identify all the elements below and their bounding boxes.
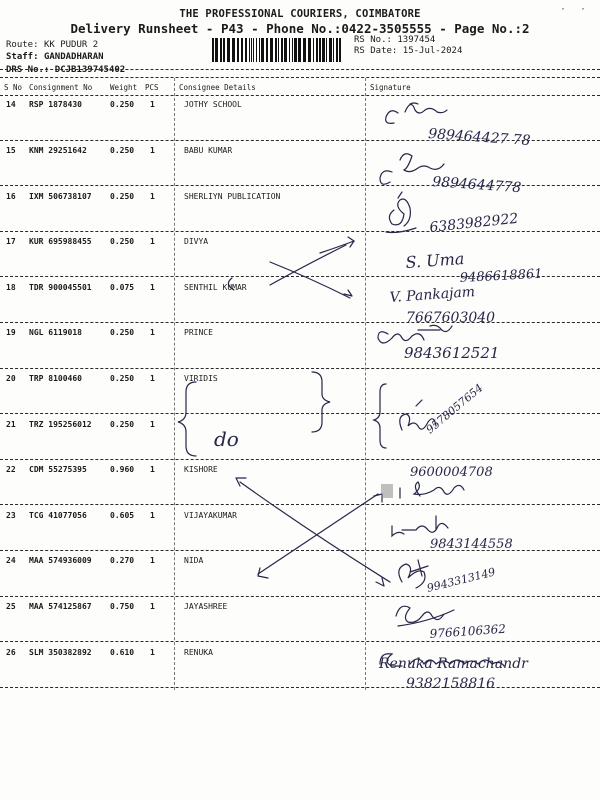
row-consignment-no: TDR 900045501 bbox=[29, 282, 92, 292]
row-sno: 22 bbox=[6, 465, 16, 475]
barcode-bar bbox=[316, 38, 318, 62]
row-pcs: 1 bbox=[150, 647, 155, 657]
column-separator-signature bbox=[365, 78, 366, 690]
phone-row-15: 9894644778 bbox=[431, 174, 522, 197]
row-sno: 15 bbox=[6, 146, 16, 155]
row-consignee: RENUKA bbox=[184, 647, 213, 657]
col-sno: S No bbox=[4, 83, 23, 92]
barcode-bar bbox=[284, 38, 287, 62]
col-consignment: Consignment No bbox=[29, 83, 93, 92]
name-row-17: S. Uma bbox=[404, 248, 465, 272]
phone-row-24: 9943313149 bbox=[425, 565, 497, 595]
col-signature: Signature bbox=[370, 83, 411, 92]
row-consignment-no: NGL 6119018 bbox=[29, 328, 82, 338]
barcode-bar bbox=[259, 38, 260, 62]
barcode-bar bbox=[251, 38, 252, 62]
row-divider bbox=[0, 641, 600, 642]
row-consignee: BABU KUMAR bbox=[184, 146, 233, 155]
cross-mark-22-24 bbox=[240, 482, 390, 582]
header-divider-top bbox=[0, 69, 600, 70]
handwritten-numbers bbox=[214, 126, 543, 692]
barcode-bar bbox=[237, 38, 239, 62]
signature-row-15 bbox=[380, 154, 444, 185]
row-consignment-no: KUR 695988455 bbox=[29, 237, 92, 247]
column-separator-consignee bbox=[174, 78, 175, 690]
signature-row-24 bbox=[399, 560, 428, 588]
signature-row-21 bbox=[400, 400, 436, 430]
route-line bbox=[6, 40, 98, 50]
row-weight: 0.270 bbox=[110, 556, 135, 566]
barcode-bar bbox=[212, 38, 214, 62]
signature-row-14 bbox=[386, 103, 447, 123]
row-pcs: 1 bbox=[150, 510, 155, 520]
signature-row-19 bbox=[378, 325, 452, 343]
barcode-bar bbox=[298, 38, 301, 62]
barcode-bar bbox=[245, 38, 247, 62]
row-pcs: 1 bbox=[150, 328, 155, 338]
ditto-mark: do bbox=[214, 427, 239, 451]
row-consignment-no: KNM 29251642 bbox=[29, 146, 87, 155]
rs-date-label: RS Date: bbox=[354, 46, 398, 56]
barcode-bar bbox=[322, 38, 325, 62]
barcode-bar bbox=[313, 38, 314, 62]
staff-line bbox=[6, 52, 104, 62]
row-pcs: 1 bbox=[150, 237, 155, 247]
barcode-bar bbox=[275, 38, 277, 62]
barcode-bar bbox=[329, 38, 332, 62]
row-weight: 0.610 bbox=[110, 647, 135, 657]
row-sno: 20 bbox=[6, 374, 16, 383]
phone-row-14: 989464427 78 bbox=[427, 126, 532, 150]
staff-value: GANDADHARAN bbox=[43, 52, 104, 62]
row-weight: 0.250 bbox=[110, 146, 135, 155]
barcode-bar bbox=[253, 38, 254, 62]
row-pcs: 1 bbox=[150, 465, 155, 475]
barcode-bar bbox=[215, 38, 218, 62]
row-pcs: 1 bbox=[150, 419, 155, 429]
phone-row-21: 9578057654 bbox=[423, 381, 486, 437]
barcode-bar bbox=[249, 38, 250, 62]
drs-value: DCJB139745402 bbox=[54, 65, 126, 75]
row-consignee: VIJAYAKUMAR bbox=[184, 510, 237, 520]
phone-row-19: 9843612521 bbox=[404, 344, 500, 362]
arrow-row-22 bbox=[236, 478, 246, 486]
cross-mark-17-18 bbox=[270, 245, 350, 298]
signature-row-25 bbox=[396, 606, 454, 626]
phone-row-23: 9843144558 bbox=[430, 537, 513, 552]
barcode-bar bbox=[281, 38, 283, 62]
row-consignment-no: RSP 1878430 bbox=[29, 100, 82, 110]
barcode-image bbox=[212, 38, 342, 62]
row-pcs: 1 bbox=[150, 282, 155, 292]
rs-date-value: 15-Jul-2024 bbox=[402, 46, 463, 56]
row-weight: 0.960 bbox=[110, 465, 135, 475]
phone-row-16: 6383982922 bbox=[428, 210, 520, 236]
row-pcs: 1 bbox=[150, 100, 155, 110]
barcode-bar bbox=[326, 38, 327, 62]
row-divider bbox=[0, 687, 600, 688]
row-pcs: 1 bbox=[150, 556, 155, 566]
drs-label: DRS No.: bbox=[6, 65, 50, 75]
barcode-bar bbox=[241, 38, 243, 62]
page-corner-mark: · · bbox=[560, 4, 591, 15]
row-consignment-no: CDM 55275395 bbox=[29, 465, 87, 475]
row-pcs: 1 bbox=[150, 191, 155, 201]
row-consignment-no: MAA 574125867 bbox=[29, 602, 92, 611]
barcode-bar bbox=[336, 38, 338, 62]
barcode-bar bbox=[319, 38, 321, 62]
row-consignment-no: TCG 41077056 bbox=[29, 510, 87, 520]
name-row-26: Renuka Ramachandr bbox=[379, 656, 528, 672]
barcode-bar bbox=[220, 38, 222, 62]
route-value: KK PUDUR 2 bbox=[43, 40, 99, 50]
arrow-row-17 bbox=[320, 237, 354, 253]
row-consignment-no: MAA 574936009 bbox=[29, 556, 92, 566]
row-divider bbox=[0, 596, 600, 597]
barcode-bar bbox=[289, 38, 290, 62]
row-weight: 0.250 bbox=[110, 374, 135, 383]
row-divider bbox=[0, 459, 600, 460]
row-consignment-no: IXM 506738107 bbox=[29, 191, 92, 201]
rs-no-value: 1397454 bbox=[397, 35, 436, 45]
smudge-row-22 bbox=[381, 484, 393, 498]
row-divider bbox=[0, 504, 600, 505]
row-divider bbox=[0, 550, 600, 551]
row-weight: 0.250 bbox=[110, 237, 135, 247]
header-divider bbox=[0, 77, 600, 78]
signature-row-16 bbox=[386, 192, 416, 233]
row-weight: 0.750 bbox=[110, 602, 135, 611]
row-consignment-no: TRZ 195256012 bbox=[29, 419, 92, 429]
row-divider bbox=[0, 185, 600, 186]
barcode-bar bbox=[339, 38, 341, 62]
company-title: THE PROFESSIONAL COURIERS, COIMBATORE bbox=[179, 8, 421, 20]
row-divider bbox=[0, 322, 600, 323]
row-consignee: JAYASHREE bbox=[184, 602, 228, 611]
staff-label: Staff: bbox=[6, 52, 39, 62]
brace-right-rows-20-21 bbox=[312, 372, 330, 432]
row-weight: 0.075 bbox=[110, 282, 135, 292]
row-sno: 18 bbox=[6, 282, 16, 292]
signature-row-26 bbox=[380, 654, 504, 666]
column-header-divider bbox=[0, 95, 600, 96]
barcode-bar bbox=[261, 38, 264, 62]
barcode-bar bbox=[333, 38, 334, 62]
barcode-bar bbox=[232, 38, 235, 62]
row-sno: 24 bbox=[6, 556, 16, 566]
row-consignee: JOTHY SCHOOL bbox=[184, 100, 242, 110]
row-consignment-no: TRP 8100460 bbox=[29, 374, 82, 383]
row-divider bbox=[0, 413, 600, 414]
row-sno: 25 bbox=[6, 602, 16, 611]
row-pcs: 1 bbox=[150, 602, 155, 611]
brace-rows-20-21 bbox=[178, 382, 196, 456]
barcode-bar bbox=[294, 38, 297, 62]
row-consignee: PRINCE bbox=[184, 328, 213, 338]
rs-no-line bbox=[354, 35, 435, 45]
row-sno: 23 bbox=[6, 510, 16, 520]
phone-row-25: 9766106362 bbox=[429, 621, 507, 641]
col-pcs: PCS bbox=[145, 83, 159, 92]
row-sno: 26 bbox=[6, 647, 16, 657]
row-consignee: DIVYA bbox=[184, 237, 209, 247]
col-consignee: Consignee Details bbox=[179, 83, 256, 92]
signature-row-22 bbox=[400, 482, 464, 498]
rs-date-line bbox=[354, 46, 462, 56]
barcode-bar bbox=[278, 38, 279, 62]
phone-row-18: 7667603040 bbox=[406, 310, 496, 326]
barcode-bar bbox=[256, 38, 257, 62]
barcode-bar bbox=[303, 38, 306, 62]
row-sno: 14 bbox=[6, 100, 16, 110]
row-weight: 0.250 bbox=[110, 100, 135, 110]
row-weight: 0.250 bbox=[110, 191, 135, 201]
row-weight: 0.605 bbox=[110, 510, 135, 520]
row-pcs: 1 bbox=[150, 146, 155, 155]
row-consignment-no: SLM 350382892 bbox=[29, 647, 92, 657]
row-sno: 17 bbox=[6, 237, 16, 247]
row-consignee: VIRIDIS bbox=[184, 374, 218, 383]
row-consignee: SHERLIYN PUBLICATION bbox=[184, 191, 281, 201]
col-weight: Weight bbox=[110, 83, 138, 92]
drs-line bbox=[6, 65, 125, 75]
row-divider bbox=[0, 368, 600, 369]
row-divider bbox=[0, 231, 600, 232]
row-weight: 0.250 bbox=[110, 419, 135, 429]
row-consignee: SENTHIL KUMAR bbox=[184, 282, 247, 292]
barcode-bar bbox=[223, 38, 225, 62]
brace-signature-col bbox=[374, 384, 386, 448]
runsheet-subtitle: Delivery Runsheet - P43 - Phone No.:0422-3505555 - Page No.:2 bbox=[70, 21, 530, 36]
row-pcs: 1 bbox=[150, 374, 155, 383]
name-row-18: V. Pankajam bbox=[389, 284, 476, 306]
signature-row-23 bbox=[392, 516, 448, 536]
barcode-bar bbox=[266, 38, 268, 62]
phone-row-17: 9486618861 bbox=[459, 266, 543, 286]
barcode-bar bbox=[292, 38, 293, 62]
row-consignee: NIDA bbox=[184, 556, 204, 566]
row-weight: 0.250 bbox=[110, 328, 135, 338]
row-sno: 16 bbox=[6, 191, 16, 201]
barcode-bar bbox=[227, 38, 230, 62]
row-sno: 21 bbox=[6, 419, 16, 429]
row-divider bbox=[0, 140, 600, 141]
row-consignee: KISHORE bbox=[184, 465, 218, 475]
rs-no-label: RS No.: bbox=[354, 35, 392, 45]
phone-row-22: 9600004708 bbox=[410, 465, 493, 480]
barcode-bar bbox=[270, 38, 273, 62]
row-divider bbox=[0, 276, 600, 277]
barcode-bar bbox=[308, 38, 311, 62]
phone-row-26: 9382158816 bbox=[406, 676, 496, 692]
row-sno: 19 bbox=[6, 328, 16, 338]
route-label: Route: bbox=[6, 40, 39, 50]
